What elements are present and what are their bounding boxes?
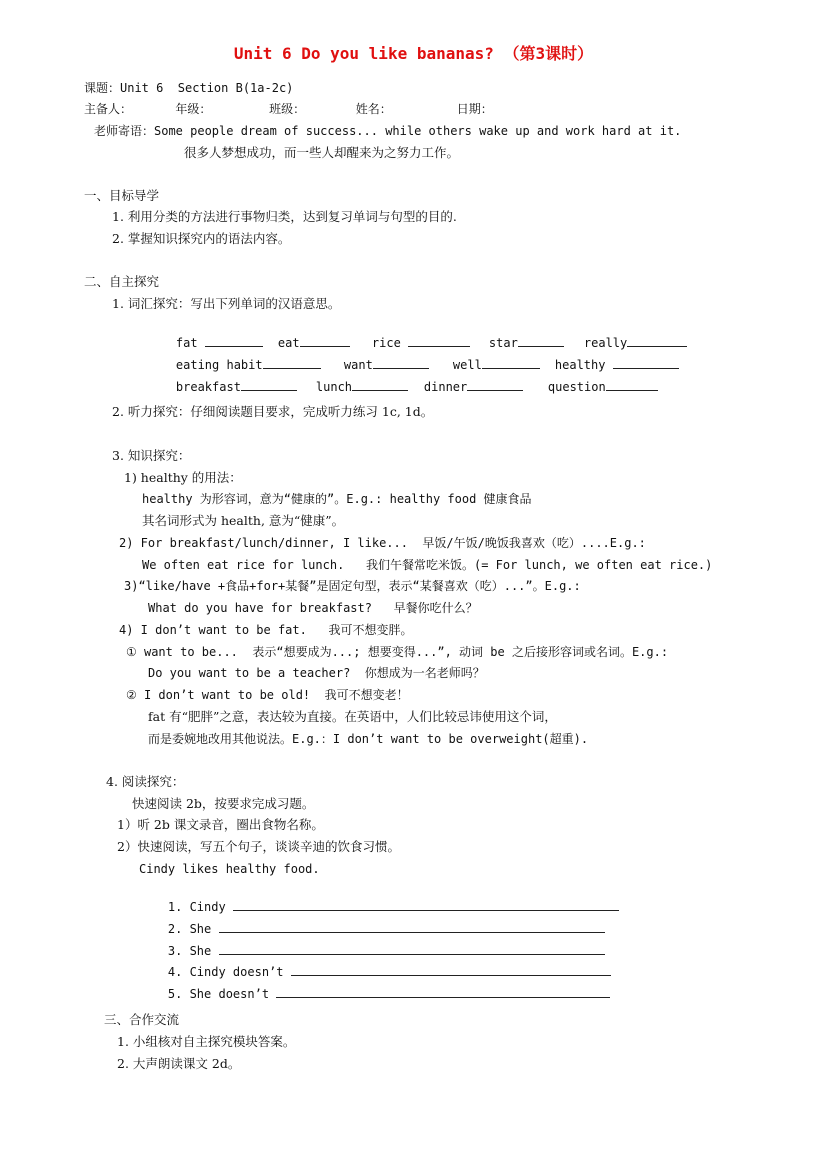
reading-line: 1）听 2b 课文录音，圈出食物名称。 — [117, 817, 324, 832]
knowledge-line: Do you want to be a teacher? 你想成为一名老师吗？ — [148, 666, 485, 680]
page-title: Unit 6 Do you like bananas? （第3课时） — [233, 44, 594, 63]
sentence-prompt: 5. She doesn’t — [167, 987, 270, 1001]
vocab-word: really — [583, 336, 628, 350]
vocab-word: question — [547, 380, 606, 394]
sentence-prompt: 3. She — [167, 944, 212, 958]
knowledge-heading: 3. 知识探究： — [112, 448, 191, 463]
knowledge-line: 3)“like/have +食品+for+某餐”是固定句型，表示“某餐喜欢（吃）...”。E.g.: — [124, 579, 581, 593]
vocab-word: fat — [175, 336, 198, 350]
knowledge-line: 2) For breakfast/lunch/dinner, I like... 早饭/午饭/晚饭我喜欢（吃）....E.g.: — [119, 536, 646, 550]
vocab-word: well — [452, 358, 482, 372]
section-2-heading: 二、自主探究 — [84, 274, 160, 289]
info-fields-line: 主备人： 年级： 班级： 姓名： 日期： — [84, 102, 493, 116]
teacher-quote-cn: 很多人梦想成功，而一些人却醒来为之努力工作。 — [184, 145, 460, 160]
cooperation-item: 1. 小组核对自主探究模块答案。 — [117, 1034, 296, 1049]
sentence-prompt: 2. She — [167, 922, 212, 936]
answer-blank[interactable] — [467, 378, 523, 391]
knowledge-line: fat 有“肥胖”之意，表达较为直接。在英语中，人们比较忌讳使用这个词， — [148, 709, 557, 724]
knowledge-line: 4) I don’t want to be fat. 我可不想变胖。 — [119, 623, 413, 637]
knowledge-line: 而是委婉地改用其他说法。E.g.：I don’t want to be overweight(超重). — [148, 732, 589, 746]
vocab-word: lunch — [315, 380, 353, 394]
reading-line: 2）快速阅读，写五个句子，谈谈辛迪的饮食习惯。 — [117, 839, 400, 854]
vocab-word: rice — [371, 336, 401, 350]
goal-item: 2. 掌握知识探究内的语法内容。 — [112, 231, 291, 246]
vocab-word: want — [343, 358, 373, 372]
listening-task: 2. 听力探究：仔细阅读题目要求，完成听力练习 1c, 1d。 — [112, 404, 434, 419]
section-3-heading: 三、合作交流 — [104, 1012, 180, 1027]
knowledge-line: 1) healthy 的用法： — [124, 470, 242, 485]
reading-line: 快速阅读 2b，按要求完成习题。 — [132, 796, 315, 811]
sentence-prompt: 4. Cindy doesn’t — [167, 965, 284, 979]
cooperation-item: 2. 大声朗读课文 2d。 — [117, 1056, 241, 1071]
knowledge-line: healthy 为形容词，意为“健康的”。E.g.: healthy food 健康食品 — [142, 492, 532, 506]
knowledge-line: What do you have for breakfast? 早餐你吃什么？ — [148, 601, 478, 615]
vocab-word: breakfast — [175, 380, 241, 394]
section-1-heading: 一、目标导学 — [84, 188, 160, 203]
vocab-word: eating habit — [175, 358, 263, 372]
answer-blank[interactable] — [276, 985, 610, 998]
vocab-word: healthy — [554, 358, 606, 372]
vocab-word: star — [488, 336, 518, 350]
vocab-intro: 1. 词汇探究：写出下列单词的汉语意思。 — [112, 296, 341, 311]
knowledge-line: ② I don’t want to be old! 我可不想变老！ — [126, 688, 409, 702]
vocab-word: eat — [277, 336, 300, 350]
topic-line: 课题：Unit 6 Section B(1a-2c) — [84, 81, 294, 95]
vocab-word: dinner — [423, 380, 468, 394]
knowledge-line: 其名词形式为 health, 意为“健康”。 — [142, 513, 345, 528]
reading-heading: 4. 阅读探究： — [106, 774, 185, 789]
knowledge-line: ① want to be... 表示“想要成为...; 想要变得...”, 动词 be 之后接形容词或名词。E.g.: — [126, 645, 669, 659]
reading-example: Cindy likes healthy food. — [139, 862, 320, 876]
sentence-prompt: 1. Cindy — [167, 900, 226, 914]
goal-item: 1. 利用分类的方法进行事物归类，达到复习单词与句型的目的. — [112, 209, 457, 224]
vocab-row — [519, 362, 658, 411]
sentence-line — [139, 969, 610, 1018]
teacher-quote-en: 老师寄语：Some people dream of success... while others wake up and work hard at it. — [94, 124, 682, 138]
answer-blank[interactable] — [606, 378, 658, 391]
knowledge-line: We often eat rice for lunch. 我们午餐常吃米饭。(= For lunch, we often eat rice.) — [142, 558, 713, 572]
